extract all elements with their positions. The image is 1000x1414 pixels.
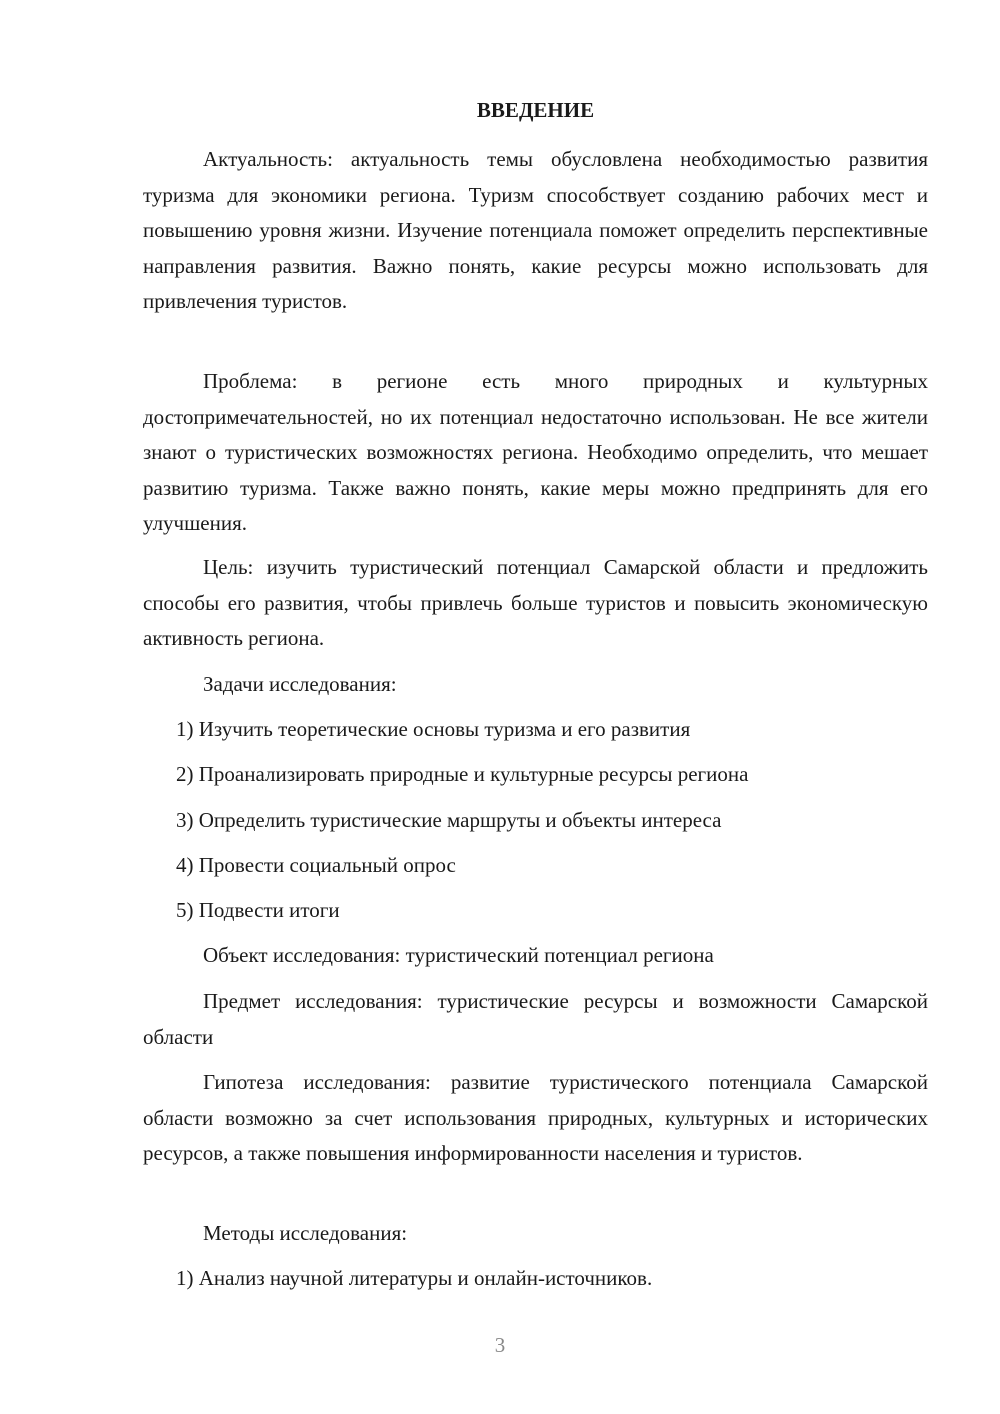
goal-paragraph: Цель: изучить туристический потенциал Самарской области и предложить способы его развития, чтобы привлечь больше туристов и повысить экономическую активность региона. [143,555,928,650]
task-item: 3) Определить туристические маршруты и объекты интереса [176,808,722,832]
object-paragraph: Объект исследования: туристический потенциал региона [203,943,714,967]
subject-paragraph: Предмет исследования: туристические ресурсы и возможности Самарской области [143,989,928,1049]
task-item: 2) Проанализировать природные и культурные ресурсы региона [176,762,749,786]
task-item: 4) Провести социальный опрос [176,853,456,877]
section-heading: ВВЕДЕНИЕ [476,98,595,122]
hypothesis-paragraph: Гипотеза исследования: развитие туристического потенциала Самарской области возможно за счет использования природных, культурных и исторических ресурсов, а также повышения информированности населения и туристов. [143,1070,928,1165]
relevance-paragraph: Актуальность: актуальность темы обусловлена необходимостью развития туризма для экономики региона. Туризм способствует созданию рабочих мест и повышению уровня жизни. Изучение потенциала поможет определить перспективные направления развития. Важно понять, какие ресурсы можно использовать для привлечения туристов. [143,147,928,313]
tasks-heading: Задачи исследования: [203,672,397,696]
method-item: 1) Анализ научной литературы и онлайн-источников. [176,1266,653,1290]
methods-heading: Методы исследования: [203,1221,408,1245]
problem-paragraph: Проблема: в регионе есть много природных и культурных достопримечательностей, но их потенциал недостаточно использован. Не все жители знают о туристических возможностях региона. Необходимо определить, что мешает развитию туризма. Также важно понять, какие меры можно предпринять для его улучшения. [143,369,928,535]
page-number: 3 [494,1333,506,1357]
task-item: 1) Изучить теоретические основы туризма и его развития [176,717,691,741]
task-item: 5) Подвести итоги [176,898,340,922]
